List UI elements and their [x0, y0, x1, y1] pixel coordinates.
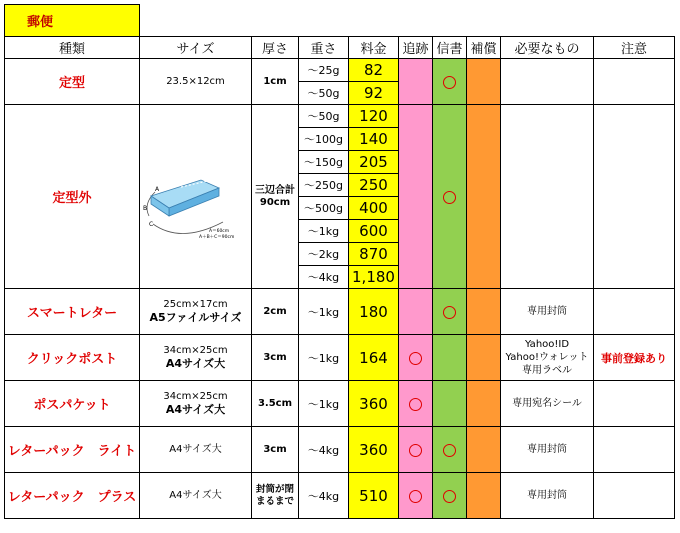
- tracking-teikei: [399, 59, 433, 105]
- letter-pos-packet: [433, 381, 467, 427]
- service-row-click-post: [5, 335, 675, 381]
- needed-teikeigai: [501, 105, 594, 289]
- weight-cell: ～25g: [299, 59, 349, 82]
- price-cell: 1,180: [349, 266, 399, 289]
- size-click-post: 34cm×25cm A4サイズ大: [140, 335, 252, 381]
- weight-cell: ～50g: [299, 105, 349, 128]
- weight-cell: ～4kg: [299, 427, 349, 473]
- thickness-letterpack-plus: 封筒が閉まるまで: [252, 473, 299, 519]
- svg-text:B: B: [142, 204, 147, 212]
- title: 郵便: [5, 5, 140, 37]
- size-teikei: 23.5×12cm: [140, 59, 252, 105]
- note-teikei: [594, 59, 675, 105]
- header-tracking: 追跡: [399, 37, 433, 59]
- price-cell: 180: [349, 289, 399, 335]
- weight-cell: ～1kg: [299, 289, 349, 335]
- svg-text:C: C: [148, 220, 153, 228]
- letter-letterpack-plus: [433, 473, 467, 519]
- tracking-letterpack-light: [399, 427, 433, 473]
- price-cell: 870: [349, 243, 399, 266]
- circle-mark-icon: [443, 306, 456, 319]
- weight-cell: ～50g: [299, 82, 349, 105]
- weight-cell: ～250g: [299, 174, 349, 197]
- compensation-teikei: [467, 59, 501, 105]
- compensation-letterpack-plus: [467, 473, 501, 519]
- needed-pos-packet: 専用宛名シール: [501, 381, 594, 427]
- circle-mark-icon: [409, 490, 422, 503]
- thickness-click-post: 3cm: [252, 335, 299, 381]
- header-row: [5, 37, 675, 59]
- weight-cell: ～1kg: [299, 335, 349, 381]
- size-letterpack-light: A4サイズ大: [140, 427, 252, 473]
- compensation-letterpack-light: [467, 427, 501, 473]
- tracking-click-post: [399, 335, 433, 381]
- service-row-letterpack-plus: [5, 473, 675, 519]
- circle-mark-icon: [409, 352, 422, 365]
- compensation-smart-letter: [467, 289, 501, 335]
- price-cell: 360: [349, 427, 399, 473]
- envelope-diagram: [140, 105, 252, 289]
- price-cell: 140: [349, 128, 399, 151]
- price-cell: 400: [349, 197, 399, 220]
- thickness-teikei: 1cm: [252, 59, 299, 105]
- note-letterpack-light: [594, 427, 675, 473]
- header-weight: 重さ: [299, 37, 349, 59]
- letter-teikei: [433, 59, 467, 105]
- price-cell: 360: [349, 381, 399, 427]
- compensation-click-post: [467, 335, 501, 381]
- note-click-post: 事前登録あり: [594, 335, 675, 381]
- needed-teikei: [501, 59, 594, 105]
- service-row-letterpack-light: [5, 427, 675, 473]
- circle-mark-icon: [443, 76, 456, 89]
- tracking-pos-packet: [399, 381, 433, 427]
- circle-mark-icon: [443, 191, 456, 204]
- tracking-teikeigai: [399, 105, 433, 289]
- header-price: 料金: [349, 37, 399, 59]
- teikeigai-row: [5, 105, 675, 128]
- price-cell: 250: [349, 174, 399, 197]
- letter-smart-letter: [433, 289, 467, 335]
- size-pos-packet: 34cm×25cm A4サイズ大: [140, 381, 252, 427]
- circle-mark-icon: [443, 490, 456, 503]
- note-letterpack-plus: [594, 473, 675, 519]
- svg-text:A: A: [154, 185, 159, 193]
- price-cell: 92: [349, 82, 399, 105]
- circle-mark-icon: [409, 398, 422, 411]
- price-cell: 164: [349, 335, 399, 381]
- circle-mark-icon: [443, 444, 456, 457]
- svg-text:A＝60cm: A＝60cm: [208, 228, 229, 234]
- needed-letterpack-light: 専用封筒: [501, 427, 594, 473]
- header-notes: 注意: [594, 37, 675, 59]
- header-compensation: 補償: [467, 37, 501, 59]
- service-row-smart-letter: [5, 289, 675, 335]
- thickness-smart-letter: 2cm: [252, 289, 299, 335]
- price-cell: 510: [349, 473, 399, 519]
- price-cell: 120: [349, 105, 399, 128]
- circle-mark-icon: [409, 444, 422, 457]
- header-size: サイズ: [140, 37, 252, 59]
- header-needed: 必要なもの: [501, 37, 594, 59]
- compensation-pos-packet: [467, 381, 501, 427]
- type-smart-letter: スマートレター: [5, 289, 140, 335]
- postal-rate-table: [4, 4, 675, 519]
- weight-cell: ～500g: [299, 197, 349, 220]
- weight-cell: ～150g: [299, 151, 349, 174]
- teikei-row: [5, 59, 675, 82]
- type-letterpack-plus: レターパック プラス: [5, 473, 140, 519]
- thickness-pos-packet: 3.5cm: [252, 381, 299, 427]
- compensation-teikeigai: [467, 105, 501, 289]
- weight-cell: ～1kg: [299, 220, 349, 243]
- type-letterpack-light: レターパック ライト: [5, 427, 140, 473]
- tracking-smart-letter: [399, 289, 433, 335]
- needed-click-post: Yahoo!ID Yahoo!ウォレット 専用ラベル: [501, 335, 594, 381]
- note-smart-letter: [594, 289, 675, 335]
- tracking-letterpack-plus: [399, 473, 433, 519]
- letter-click-post: [433, 335, 467, 381]
- thickness-letterpack-light: 3cm: [252, 427, 299, 473]
- header-thickness: 厚さ: [252, 37, 299, 59]
- weight-cell: ～4kg: [299, 473, 349, 519]
- letter-teikeigai: [433, 105, 467, 289]
- weight-cell: ～1kg: [299, 381, 349, 427]
- service-row-pos-packet: [5, 381, 675, 427]
- weight-cell: ～100g: [299, 128, 349, 151]
- price-cell: 82: [349, 59, 399, 82]
- price-cell: 205: [349, 151, 399, 174]
- header-type: 種類: [5, 37, 140, 59]
- letter-letterpack-light: [433, 427, 467, 473]
- needed-letterpack-plus: 専用封筒: [501, 473, 594, 519]
- type-teikei: 定型: [5, 59, 140, 105]
- size-smart-letter: 25cm×17cm A5ファイルサイズ: [140, 289, 252, 335]
- needed-smart-letter: 専用封筒: [501, 289, 594, 335]
- note-pos-packet: [594, 381, 675, 427]
- type-click-post: クリックポスト: [5, 335, 140, 381]
- note-teikeigai: [594, 105, 675, 289]
- svg-text:A＋B＋C＝90cm: A＋B＋C＝90cm: [198, 234, 234, 240]
- type-teikeigai: 定型外: [5, 105, 140, 289]
- header-letter: 信書: [433, 37, 467, 59]
- type-pos-packet: ポスパケット: [5, 381, 140, 427]
- thickness-teikeigai: 三辺合計 90cm: [252, 105, 299, 289]
- price-cell: 600: [349, 220, 399, 243]
- size-letterpack-plus: A4サイズ大: [140, 473, 252, 519]
- weight-cell: ～2kg: [299, 243, 349, 266]
- weight-cell: ～4kg: [299, 266, 349, 289]
